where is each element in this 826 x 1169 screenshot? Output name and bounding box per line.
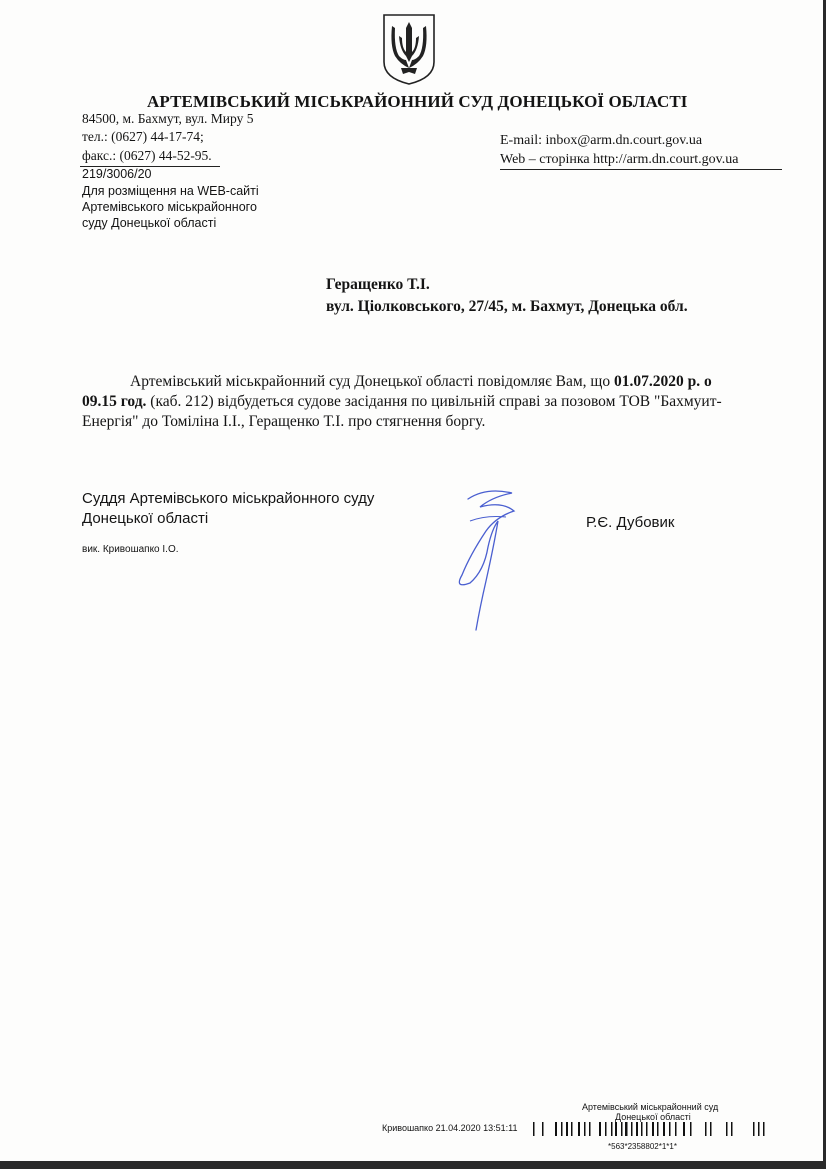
hearing-time: 09.15 год.	[82, 393, 147, 410]
web-note-line1: Для розміщення на WEB-сайті	[82, 184, 259, 198]
web-note-line2: Артемівського міськрайонного	[82, 200, 257, 214]
hearing-date: 01.07.2020 р. о	[614, 373, 712, 390]
stamp-line2: Донецької області	[615, 1112, 691, 1122]
recipient-name: Геращенко Т.І.	[326, 276, 430, 293]
court-title: АРТЕМІВСЬКИЙ МІСЬКРАЙОННИЙ СУД ДОНЕЦЬКОЇ ОБЛАСТІ	[147, 92, 688, 111]
case-number: 219/3006/20	[82, 167, 152, 181]
barcode-text: *563*2358802*1*1*	[608, 1142, 677, 1151]
judge-position-line1: Суддя Артемівського міськрайонного суду	[82, 490, 375, 507]
notice-line-3: Енергія" до Томіліна І.І., Геращенко Т.І. про стягнення боргу.	[82, 413, 486, 430]
court-web: Web – сторінка http://arm.dn.court.gov.ua	[500, 152, 739, 167]
scan-edge-bottom	[0, 1161, 826, 1169]
notice-line-2	[82, 392, 784, 412]
notice-text: (каб. 212) відбудеться судове засідання по цивільній справі за позовом ТОВ "Бахмуит-	[146, 393, 722, 410]
executor-note: вик. Кривошапко І.О.	[82, 544, 179, 555]
barcode-icon	[533, 1122, 773, 1144]
court-phone: тел.: (0627) 44-17-74;	[82, 129, 204, 144]
judge-position-line2: Донецької області	[82, 510, 209, 527]
stamp-line1: Артемівський міськрайонний суд	[582, 1102, 719, 1112]
notice-line-1	[82, 372, 784, 392]
recipient-address: вул. Ціолковського, 27/45, м. Бахмут, Донецька обл.	[326, 298, 688, 315]
handwritten-signature	[440, 485, 530, 635]
court-address: 84500, м. Бахмут, вул. Миру 5	[82, 111, 254, 126]
registrar-timestamp: Кривошапко 21.04.2020 13:51:11	[382, 1123, 518, 1133]
notice-text: Артемівський міськрайонний суд Донецької області повідомляє Вам, що	[130, 373, 614, 390]
judge-name: Р.Є. Дубовик	[586, 514, 675, 531]
header-divider-right	[500, 169, 782, 170]
court-email: E-mail: inbox@arm.dn.court.gov.ua	[500, 133, 703, 148]
web-note-line3: суду Донецької області	[82, 216, 217, 230]
notice-paragraph	[82, 372, 784, 432]
coat-of-arms-icon	[381, 12, 437, 86]
court-fax: факс.: (0627) 44-52-95.	[82, 148, 212, 163]
